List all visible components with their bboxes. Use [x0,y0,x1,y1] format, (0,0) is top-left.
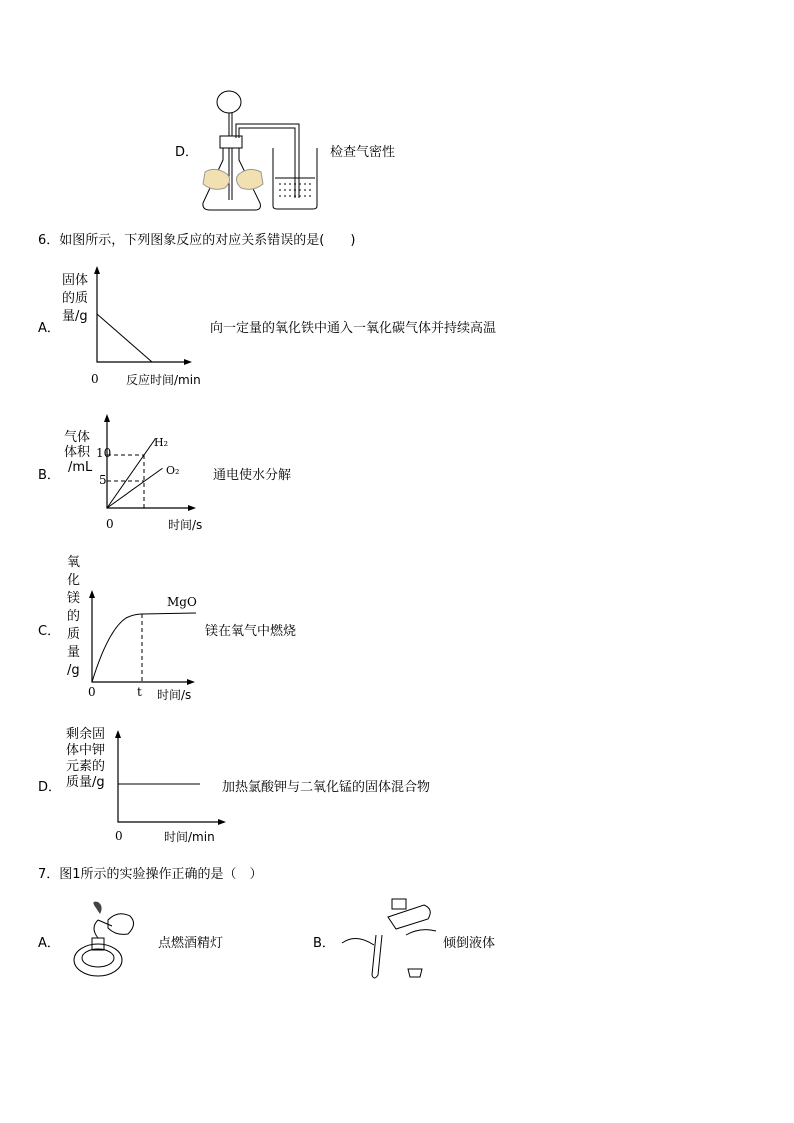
q6-a-xlabel: 反应时间/min [126,373,201,387]
q6-c-ylabel-line: 量 [67,645,81,660]
q6-a-series-line [97,314,152,362]
q6-c-x-arrow [187,679,195,685]
q6-c-ylabel-line: 的 [67,609,81,624]
q6-b-ylabel-line: 体积 [64,445,91,460]
q6-d-origin: 0 [115,829,123,843]
q6-a-chart [90,268,200,368]
q6-c-mgo-curve [92,613,196,682]
q6-d-xlabel: 时间/min [164,830,215,844]
q6-option-c-caption: 镁在氧气中燃烧 [205,624,297,639]
q6-c-y-arrow [89,590,95,598]
q6-d-axes [118,732,222,822]
q6-c-ylabel-line: /g [67,663,80,678]
q6-option-c-label: C． [38,624,61,639]
q6-b-ylabel-line: /mL [68,460,93,475]
q6-a-axes [97,268,188,362]
q6-d-y-arrow [115,730,121,738]
q6-c-ylabel-line: 化 [67,573,81,588]
q6-b-origin: 0 [106,517,114,531]
q6-d-ylabel-line: 剩余固 [66,727,106,742]
q7-stem: 7．图1所示的实验操作正确的是（ ） [38,867,263,882]
q6-stem: 6．如图所示，下列图象反应的对应关系错误的是( ) [38,233,356,248]
q6-d-ylabel-line: 质量/g [66,775,105,790]
q6-option-b-label: B． [38,468,60,483]
q6-b-o2-label: O₂ [166,464,180,477]
q6-c-origin: 0 [88,685,96,699]
q6-b-x-arrow [188,505,196,511]
q6-c-ylabel-line: 镁 [67,591,81,606]
q6-a-ylabel [62,272,88,326]
q6-c-ylabel [67,554,80,680]
q6-a-ylabel-line: 量/g [62,309,88,324]
q6-d-ylabel-line: 元素的 [66,759,106,774]
q6-b-y-arrow [104,414,110,422]
q6-c-mgo-label: MgO [167,595,197,609]
q6-option-a-caption: 向一定量的氧化铁中通入一氧化碳气体并持续高温 [210,321,497,336]
q6-b-h2-line [107,439,155,508]
q6-b-ytick-5: 5 [99,473,107,487]
q6-b-chart [100,412,210,512]
q7-option-b-caption: 倾倒液体 [443,936,496,951]
q6-b-ytick-10: 10 [96,446,112,460]
q6-a-ylabel-line: 固体 [62,273,89,288]
q6-b-axes [107,416,192,508]
q6-b-h2-label: H₂ [154,436,169,449]
q6-d-ylabel-line: 体中钾 [66,743,106,758]
q6-d-x-arrow [218,819,226,825]
q6-a-y-arrow [94,266,100,274]
q6-option-d-label: D． [38,780,62,795]
q6-b-xlabel: 时间/s [168,518,203,532]
lighting-alcohol-lamp-figure [68,900,146,982]
q7-option-a-caption: 点燃酒精灯 [158,936,224,951]
q6-c-xlabel: 时间/s [157,688,192,702]
q7-option-b-label: B． [313,936,335,951]
q6-b-ylabel-line: 气体 [64,430,91,445]
q6-c-ylabel-line: 质 [67,627,81,642]
q6-b-o2-line [107,468,163,508]
q6-option-a-label: A． [38,321,60,336]
pouring-liquid-figure [336,895,440,983]
q6-c-ylabel-line: 氧 [67,555,81,570]
q6-a-origin: 0 [91,372,99,386]
q5-option-d-caption: 检查气密性 [330,145,396,160]
q6-c-xtick-t: t [137,685,142,699]
q6-a-ylabel-line: 的质 [62,291,89,306]
q5-option-d-label: D． [175,145,199,160]
q7-option-a-label: A． [38,936,60,951]
q6-option-d-caption: 加热氯酸钾与二氧化锰的固体混合物 [222,780,431,795]
q6-option-b-caption: 通电使水分解 [213,468,292,483]
airtightness-apparatus-figure [195,88,325,218]
q6-b-ylabel [64,430,92,475]
q6-a-x-arrow [184,359,192,365]
q6-d-ylabel [66,727,105,791]
q6-d-chart [112,728,232,828]
